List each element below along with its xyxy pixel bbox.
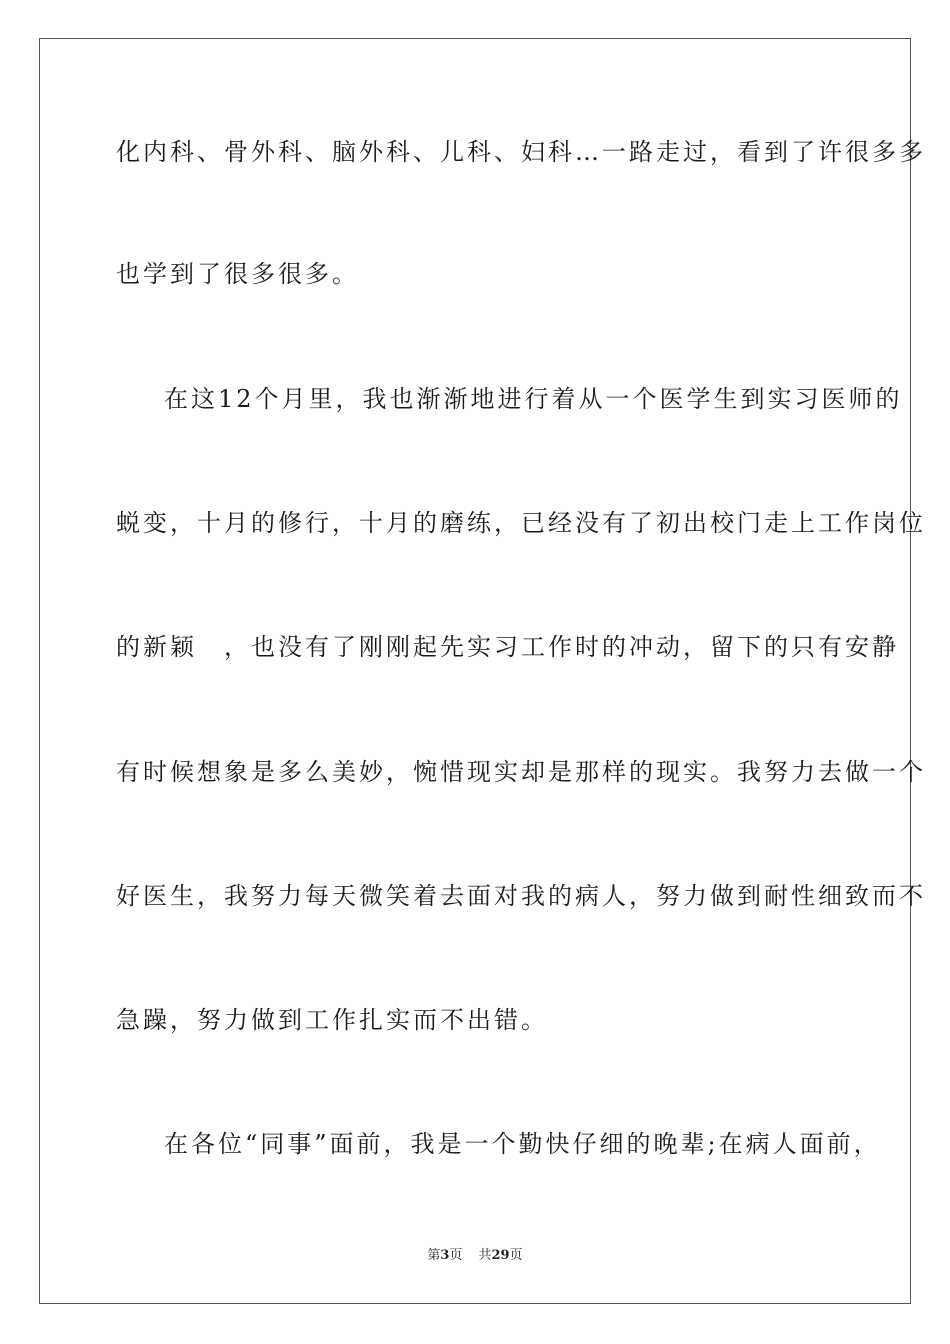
footer-page-number: 3 (440, 1248, 450, 1263)
text-line-7: 好医生，我努力每天微笑着去面对我的病人，努力做到耐性细致而不 (116, 882, 926, 910)
text-line-5: 的新颖 ，也没有了刚刚起先实习工作时的冲动，留下的只有安静 (116, 633, 899, 661)
footer-page-suffix: 页 (449, 1248, 463, 1263)
text-line-9: 在各位“同事”面前，我是一个勤快仔细的晚辈;在病人面前， (164, 1130, 881, 1158)
footer-page-prefix: 第 (427, 1248, 441, 1263)
text-line-2: 也学到了很多很多。 (116, 260, 359, 288)
text-line-1: 化内科、骨外科、脑外科、儿科、妇科…一路走过，看到了许很多多 (116, 138, 926, 166)
footer-total-suffix: 页 (509, 1248, 523, 1263)
page-border (39, 38, 926, 1304)
page-footer (0, 1248, 950, 1264)
text-line-4: 蜕变，十月的修行，十月的磨练，已经没有了初出校门走上工作岗位 (116, 509, 926, 537)
footer-total-pages: 29 (491, 1248, 510, 1263)
text-line-8: 急躁，努力做到工作扎实而不出错。 (116, 1006, 548, 1034)
text-line-3: 在这12个月里，我也渐渐地进行着从一个医学生到实习医师的 (164, 385, 903, 413)
footer-total-prefix: 共 (478, 1248, 492, 1263)
text-line-6: 有时候想象是多么美妙，惋惜现实却是那样的现实。我努力去做一个 (116, 758, 926, 786)
